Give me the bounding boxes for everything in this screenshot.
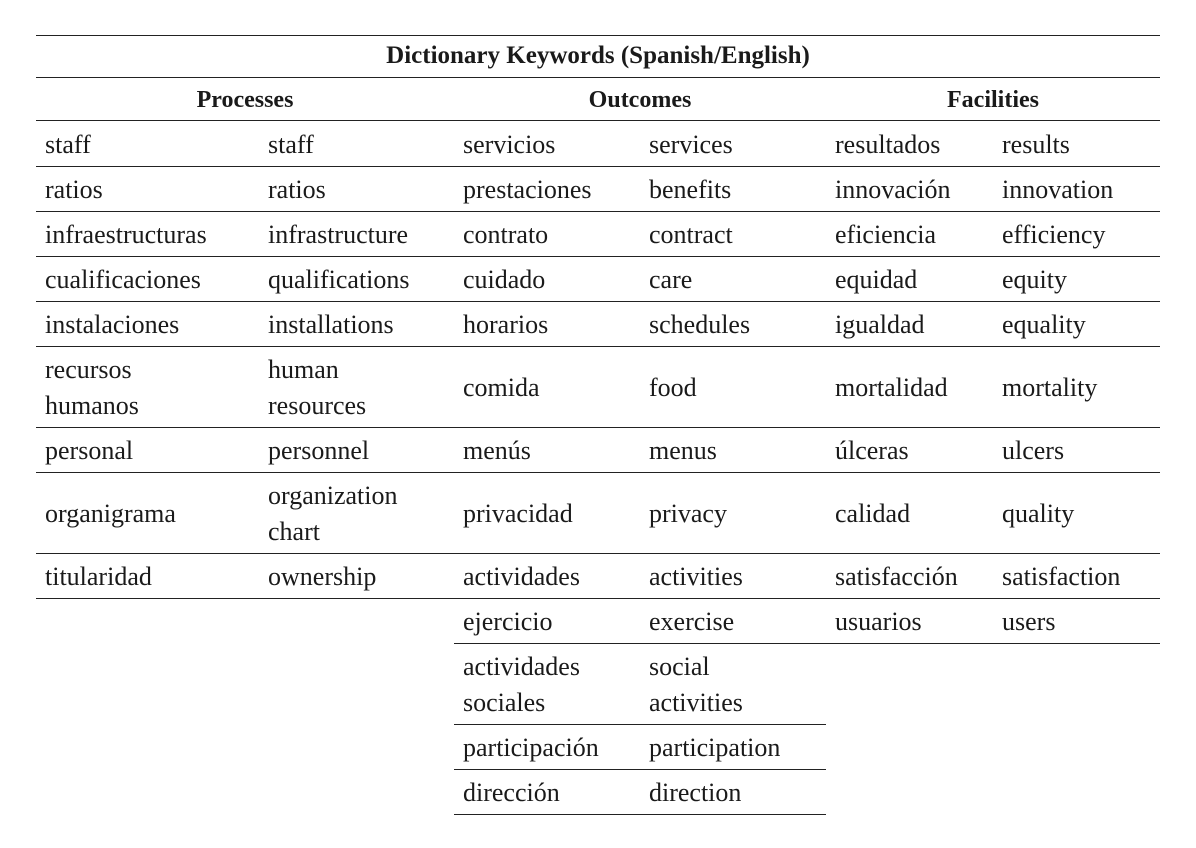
facilities-row-rule [826,346,1160,347]
outcomes-row-rule [454,346,826,347]
outcomes-english-term: social activities [649,652,743,717]
processes-english-term: organization chart [268,481,398,546]
title-rule [36,77,1160,78]
facilities-row-rule [826,643,1160,644]
processes-row-rule [36,472,454,473]
facilities-row-rule [826,301,1160,302]
facilities-spanish-term: úlceras [835,436,909,465]
processes-english-term: infrastructure [268,220,409,249]
outcomes-english-term: food [649,373,697,402]
facilities-english-term: satisfaction [1002,562,1121,591]
outcomes-row-rule [454,301,826,302]
processes-spanish-term: organigrama [45,499,176,528]
outcomes-row-rule [454,472,826,473]
processes-row-rule [36,211,454,212]
facilities-english-term: equality [1002,310,1086,339]
header-rule [36,120,1160,121]
processes-english-term: human resources [268,355,367,420]
outcomes-row-rule [454,427,826,428]
group-header-outcomes: Outcomes [588,87,692,113]
outcomes-row-rule [454,256,826,257]
outcomes-english-term: exercise [649,607,735,636]
facilities-spanish-term: eficiencia [835,220,937,249]
facilities-row-rule [826,427,1160,428]
outcomes-row-rule [454,211,826,212]
outcomes-spanish-term: servicios [463,130,556,159]
facilities-english-term: users [1002,607,1056,636]
processes-row-rule [36,346,454,347]
facilities-english-term: efficiency [1002,220,1106,249]
processes-row-rule [36,598,454,599]
outcomes-row-rule [454,724,826,725]
facilities-spanish-term: usuarios [835,607,922,636]
outcomes-english-term: activities [649,562,743,591]
processes-english-term: installations [268,310,394,339]
facilities-row-rule [826,598,1160,599]
outcomes-row-rule [454,553,826,554]
group-header-processes: Processes [196,87,294,113]
processes-row-rule [36,256,454,257]
outcomes-spanish-term: actividades sociales [463,652,580,717]
outcomes-english-term: services [649,130,733,159]
outcomes-row-rule [454,814,826,815]
outcomes-english-term: direction [649,778,742,807]
outcomes-spanish-term: privacidad [463,499,573,528]
facilities-row-rule [826,553,1160,554]
facilities-spanish-term: innovación [835,175,951,204]
facilities-spanish-term: calidad [835,499,911,528]
facilities-row-rule [826,472,1160,473]
facilities-spanish-term: resultados [835,130,941,159]
outcomes-spanish-term: ejercicio [463,607,553,636]
facilities-spanish-term: mortalidad [835,373,948,402]
outcomes-english-term: menus [649,436,717,465]
outcomes-spanish-term: menús [463,436,531,465]
outcomes-english-term: care [649,265,693,294]
processes-english-term: qualifications [268,265,410,294]
facilities-row-rule [826,211,1160,212]
outcomes-row-rule [454,166,826,167]
facilities-english-term: quality [1002,499,1075,528]
outcomes-english-term: privacy [649,499,727,528]
outcomes-spanish-term: actividades [463,562,580,591]
processes-row-rule [36,427,454,428]
outcomes-spanish-term: comida [463,373,540,402]
facilities-english-term: equity [1002,265,1067,294]
facilities-english-term: ulcers [1002,436,1065,465]
facilities-spanish-term: igualdad [835,310,925,339]
outcomes-english-term: schedules [649,310,751,339]
processes-row-rule [36,301,454,302]
processes-row-rule [36,166,454,167]
group-header-facilities: Facilities [947,87,1039,113]
outcomes-english-term: participation [649,733,781,762]
outcomes-spanish-term: horarios [463,310,549,339]
outcomes-english-term: contract [649,220,733,249]
facilities-row-rule [826,166,1160,167]
processes-spanish-term: instalaciones [45,310,180,339]
table-title: Dictionary Keywords (Spanish/English) [386,42,810,69]
processes-spanish-term: titularidad [45,562,152,591]
processes-spanish-term: ratios [45,175,103,204]
outcomes-english-term: benefits [649,175,732,204]
outcomes-row-rule [454,769,826,770]
processes-spanish-term: infraestructuras [45,220,207,249]
outcomes-row-rule [454,598,826,599]
processes-spanish-term: cualificaciones [45,265,201,294]
processes-english-term: personnel [268,436,370,465]
processes-english-term: ratios [268,175,326,204]
processes-row-rule [36,553,454,554]
facilities-english-term: mortality [1002,373,1098,402]
facilities-row-rule [826,256,1160,257]
outcomes-spanish-term: participación [463,733,599,762]
processes-spanish-term: staff [45,130,91,159]
facilities-english-term: results [1002,130,1070,159]
facilities-spanish-term: equidad [835,265,918,294]
processes-spanish-term: recursos humanos [45,355,139,420]
facilities-english-term: innovation [1002,175,1114,204]
top-rule [36,35,1160,36]
processes-spanish-term: personal [45,436,134,465]
outcomes-spanish-term: contrato [463,220,549,249]
outcomes-spanish-term: prestaciones [463,175,592,204]
facilities-spanish-term: satisfacción [835,562,958,591]
processes-english-term: staff [268,130,314,159]
outcomes-row-rule [454,643,826,644]
outcomes-spanish-term: dirección [463,778,560,807]
processes-english-term: ownership [268,562,377,591]
outcomes-spanish-term: cuidado [463,265,546,294]
